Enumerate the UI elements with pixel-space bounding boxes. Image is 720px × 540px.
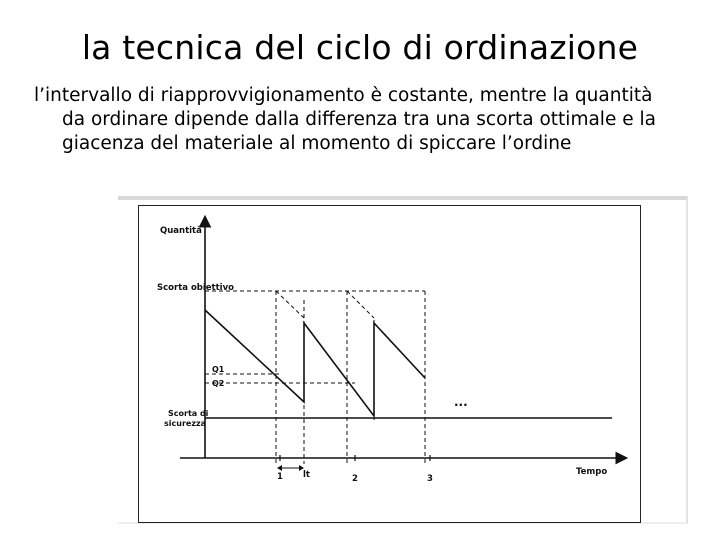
x-tick-2: 2 (352, 474, 358, 484)
safety-stock-label-line1: Scorta di (168, 409, 209, 418)
q2-label: Q2 (212, 379, 225, 388)
projection-1 (276, 291, 304, 318)
stock-level-curve (205, 310, 425, 416)
target-stock-label: Scorta obiettivo (157, 283, 234, 293)
q1-label: Q1 (212, 365, 225, 374)
slide-title: la tecnica del ciclo di ordinazione (81, 28, 639, 67)
continuation-ellipsis: ... (454, 395, 468, 409)
x-axis-label: Tempo (576, 467, 608, 477)
x-tick-3: 3 (427, 474, 433, 484)
lead-time-label: lt (303, 470, 310, 480)
body-paragraph: l’intervallo di riapprovvigionamento è costante, mentre la quantità da ordinare dipende dalla differenza tra una scorta ottimale e la giacenza del materiale al momento di spiccare l’ordine (34, 85, 656, 154)
safety-stock-label-line2: sicurezza (164, 419, 207, 428)
projection-2 (347, 291, 374, 318)
lead-time-arrowhead-left (277, 465, 282, 471)
x-tick-1: 1 (277, 472, 283, 482)
y-axis-label: Quantità (160, 226, 202, 236)
